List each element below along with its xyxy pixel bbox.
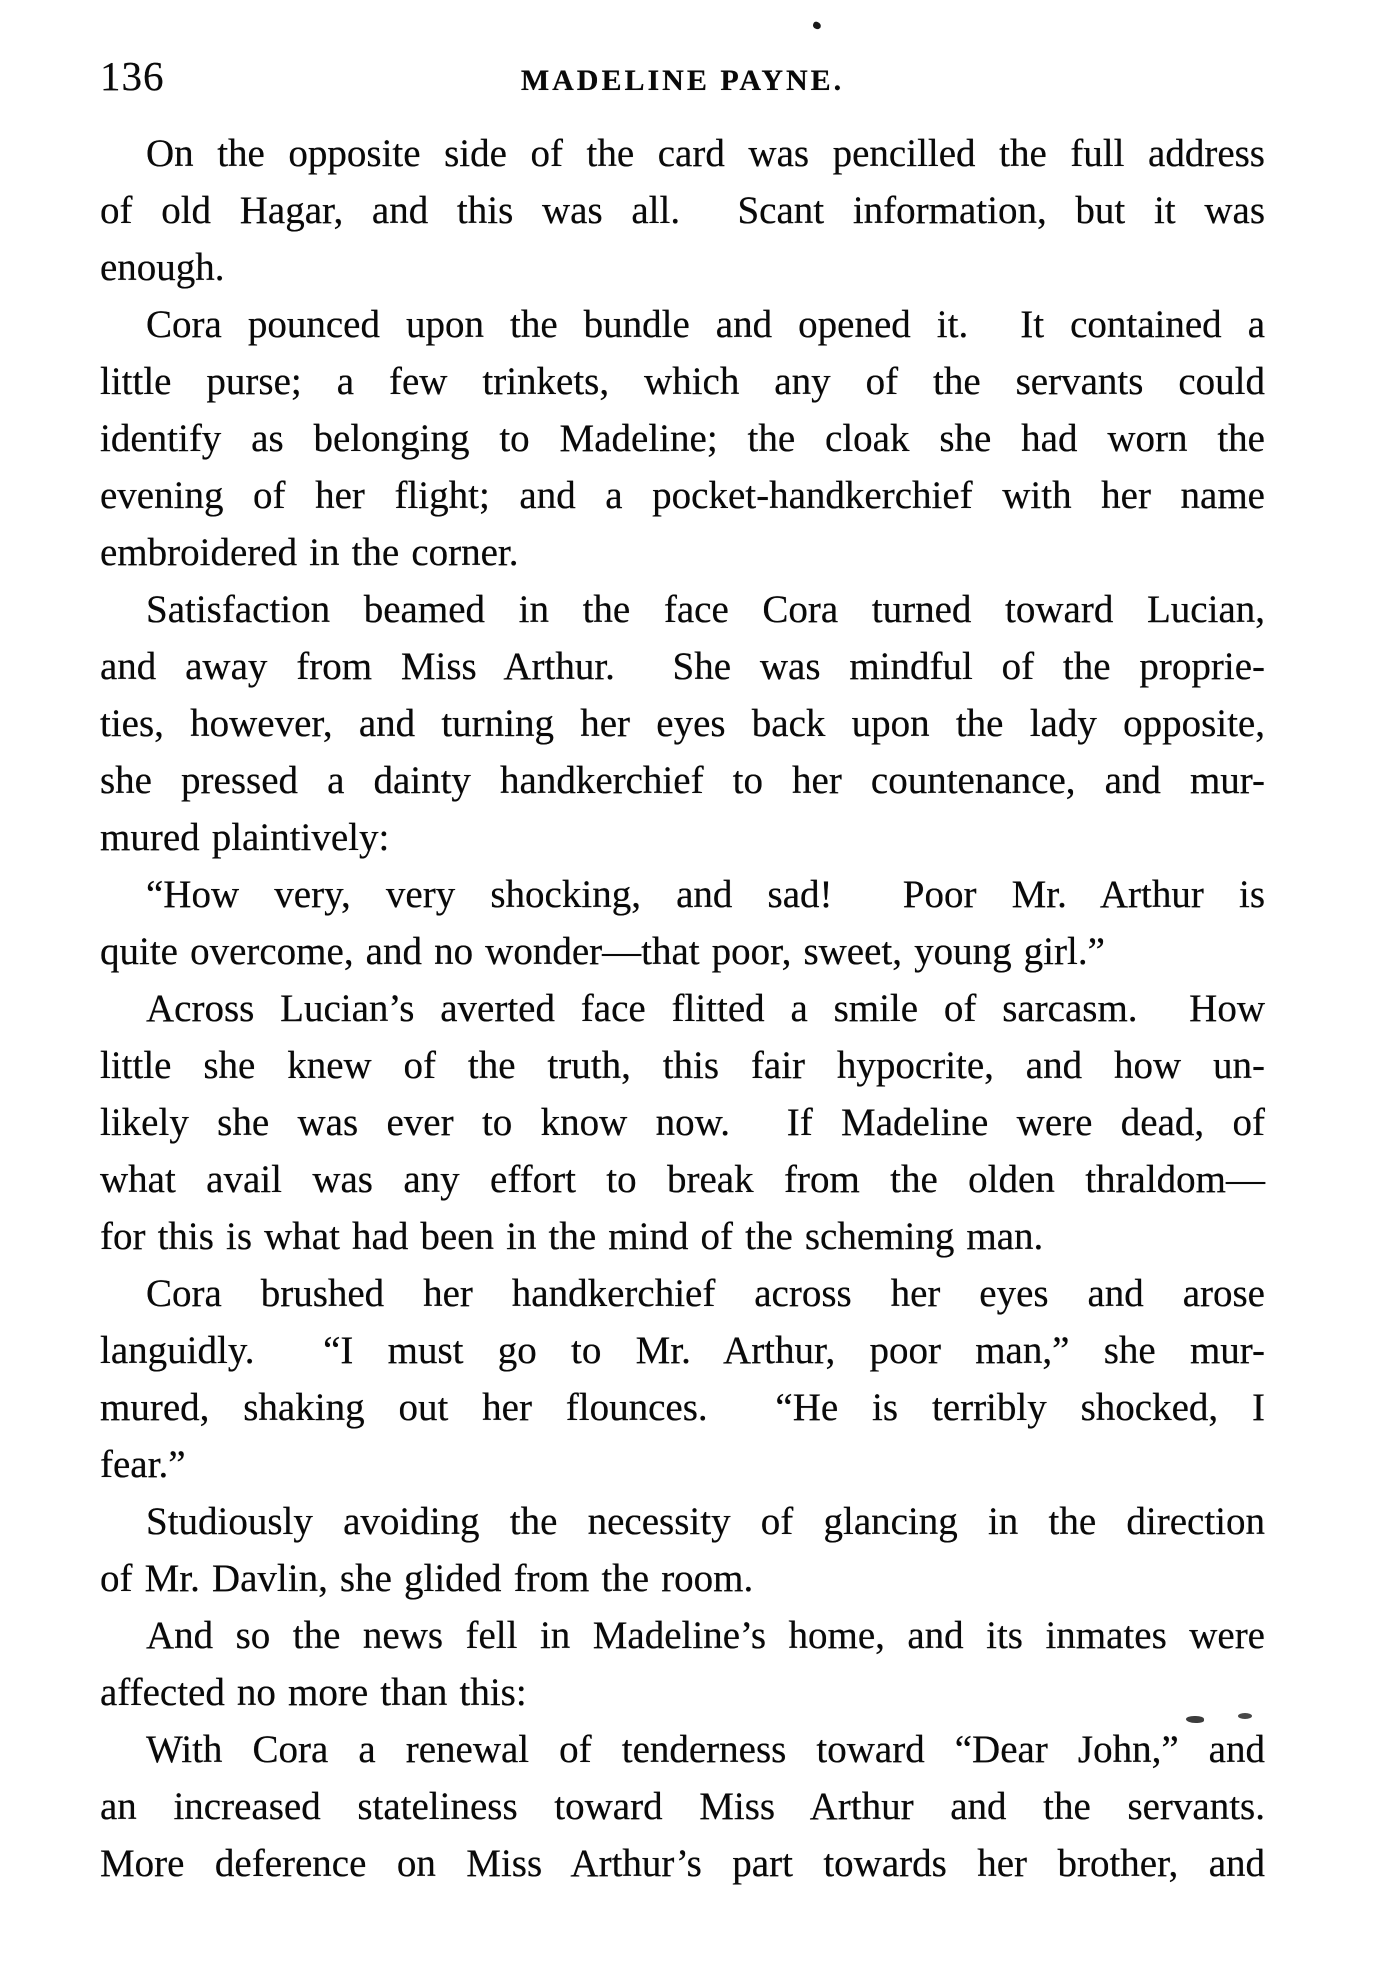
paragraph bbox=[100, 980, 1265, 1265]
running-header bbox=[100, 52, 1265, 100]
text-line: mured, shaking out her flounces. “He is terribly shocked, I bbox=[100, 1386, 1265, 1429]
text-line: likely she was ever to know now. If Madeline were dead, of bbox=[100, 1101, 1265, 1144]
text-line: quite overcome, and no wonder—that poor, sweet, young girl.” bbox=[100, 930, 1105, 973]
text-line: of old Hagar, and this was all. Scant information, but it was bbox=[100, 189, 1265, 232]
text-line: fear.” bbox=[100, 1443, 186, 1486]
text-line: identify as belonging to Madeline; the cloak she had worn the bbox=[100, 417, 1265, 460]
text-line: for this is what had been in the mind of the scheming man. bbox=[100, 1215, 1044, 1258]
ink-speck bbox=[1186, 1716, 1204, 1723]
text-line: Satisfaction beamed in the face Cora turned toward Lucian, bbox=[146, 588, 1265, 631]
text-line: little purse; a few trinkets, which any of the servants could bbox=[100, 360, 1265, 403]
paragraph bbox=[100, 1265, 1265, 1493]
text-line: an increased stateliness toward Miss Arthur and the servants. bbox=[100, 1785, 1265, 1828]
text-line: affected no more than this: bbox=[100, 1671, 527, 1714]
text-line: she pressed a dainty handkerchief to her countenance, and mur- bbox=[100, 759, 1265, 802]
ink-speck bbox=[1238, 1713, 1252, 1719]
text-line: evening of her flight; and a pocket-handkerchief with her name bbox=[100, 474, 1265, 517]
text-line: embroidered in the corner. bbox=[100, 531, 519, 574]
text-line: what avail was any effort to break from the olden thraldom— bbox=[100, 1158, 1265, 1201]
paragraph bbox=[100, 296, 1265, 581]
ink-speck bbox=[812, 21, 822, 30]
text-line: and away from Miss Arthur. She was mindful of the proprie- bbox=[100, 645, 1265, 688]
page-number: 136 bbox=[100, 53, 165, 99]
paragraph bbox=[100, 1721, 1265, 1892]
text-line: On the opposite side of the card was pencilled the full address bbox=[146, 132, 1265, 175]
text-line: With Cora a renewal of tenderness toward “Dear John,” and bbox=[146, 1728, 1265, 1771]
text-line: And so the news fell in Madeline’s home, and its inmates were bbox=[146, 1614, 1265, 1657]
paragraph bbox=[100, 866, 1265, 980]
paragraph bbox=[100, 125, 1265, 296]
text-line: little she knew of the truth, this fair hypocrite, and how un- bbox=[100, 1044, 1265, 1087]
text-line: enough. bbox=[100, 246, 225, 289]
text-line: Studiously avoiding the necessity of glancing in the direction bbox=[146, 1500, 1265, 1543]
paragraph bbox=[100, 1607, 1265, 1721]
text-line: Across Lucian’s averted face flitted a smile of sarcasm. How bbox=[146, 987, 1265, 1030]
running-title: MADELINE PAYNE. bbox=[520, 64, 845, 97]
text-body bbox=[100, 125, 1265, 1892]
text-line: “How very, very shocking, and sad! Poor Mr. Arthur is bbox=[146, 873, 1265, 916]
text-line: languidly. “I must go to Mr. Arthur, poor man,” she mur- bbox=[100, 1329, 1265, 1372]
text-line: of Mr. Davlin, she glided from the room. bbox=[100, 1557, 754, 1600]
paragraph bbox=[100, 1493, 1265, 1607]
text-line: ties, however, and turning her eyes back upon the lady opposite, bbox=[100, 702, 1265, 745]
text-line: More deference on Miss Arthur’s part towards her brother, and bbox=[100, 1842, 1265, 1885]
text-line: Cora pounced upon the bundle and opened it. It contained a bbox=[146, 303, 1265, 346]
text-line: Cora brushed her handkerchief across her eyes and arose bbox=[146, 1272, 1265, 1315]
text-line: mured plaintively: bbox=[100, 816, 390, 859]
paragraph bbox=[100, 581, 1265, 866]
